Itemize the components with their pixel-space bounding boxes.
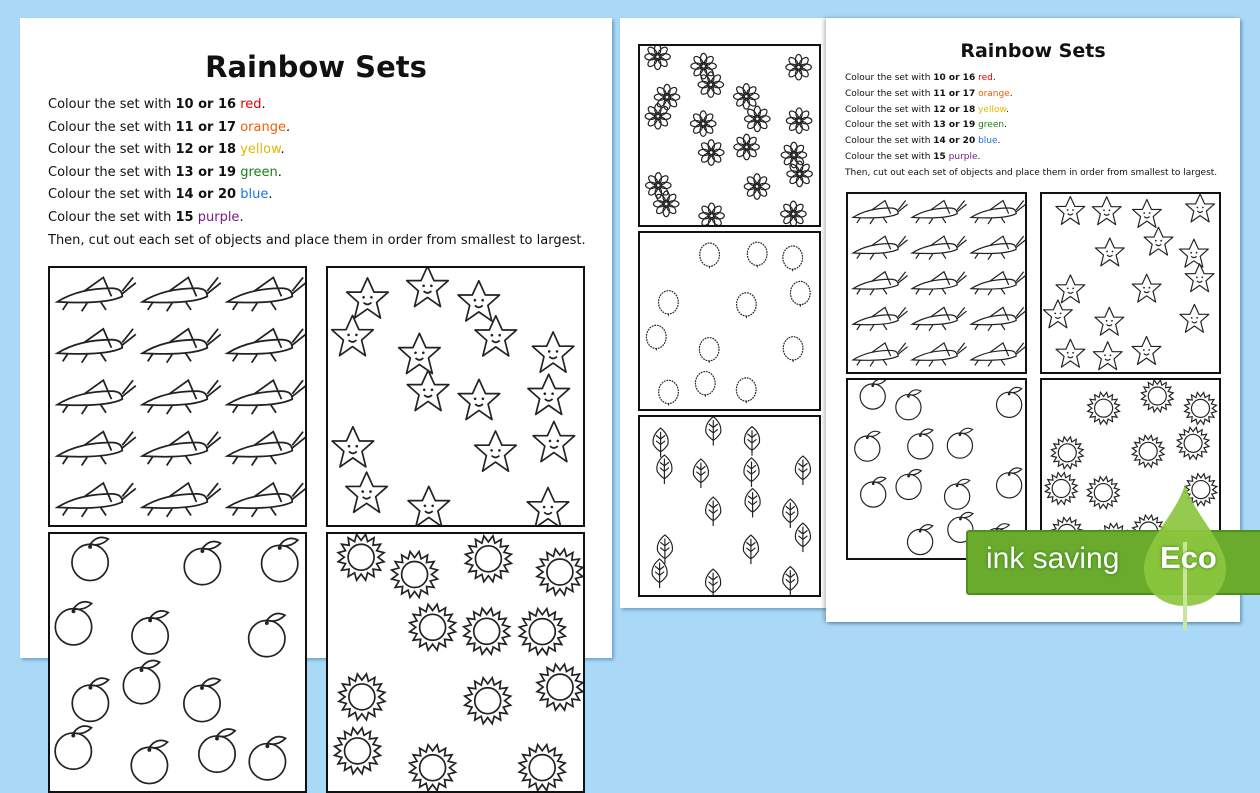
grasshopper-icon (912, 307, 966, 330)
flower-icon (781, 201, 806, 225)
star-icon (533, 421, 575, 461)
instruction-part: Colour the set with (845, 88, 934, 99)
orange-icon (249, 737, 285, 780)
star-icon (1180, 304, 1209, 332)
sun-icon (1088, 392, 1120, 424)
sun-icon (410, 604, 456, 650)
orange-icon (199, 729, 235, 772)
grasshopper-icon (142, 483, 221, 517)
flower-icon (745, 106, 770, 131)
grasshopper-icon (912, 236, 966, 259)
page-title: Rainbow Sets (960, 40, 1106, 62)
star-set (328, 268, 583, 525)
flower-icon (787, 161, 812, 186)
star-set (1042, 194, 1219, 372)
flower-icon (744, 174, 769, 199)
sun-icon (339, 674, 385, 720)
orange-icon (860, 380, 885, 409)
instruction-part: red (978, 73, 993, 83)
star-icon (399, 333, 441, 373)
instruction-line: Colour the set with 13 or 19 green. (48, 164, 282, 180)
balloon-icon (790, 281, 810, 307)
leaf-icon (743, 535, 758, 564)
orange-icon (55, 602, 91, 645)
sun-icon (410, 745, 456, 791)
leaf-icon (795, 523, 810, 552)
instruction-part: purple (197, 209, 240, 225)
orange-icon (184, 678, 220, 721)
star-icon (1132, 274, 1161, 302)
orange-icon (944, 479, 969, 509)
flower-set (640, 46, 819, 225)
grasshopper-icon (57, 432, 136, 466)
grasshopper-icon (912, 201, 966, 224)
grasshopper-icon (853, 307, 907, 330)
balloon-icon (783, 246, 803, 272)
star-icon (1144, 227, 1173, 255)
leaf-icon (744, 427, 759, 456)
instruction-part: Colour the set with (48, 187, 176, 203)
instruction-part: red (240, 97, 262, 112)
badge-text: ink saving (986, 542, 1120, 575)
instruction-part: 12 or 18 (933, 104, 976, 115)
instruction-line: Colour the set with 10 or 16 red. (845, 73, 996, 83)
instruction-line: Colour the set with 12 or 18 yellow. (48, 142, 285, 158)
flower-icon (699, 203, 724, 225)
instruction-part: orange (978, 88, 1010, 99)
instruction-part: 14 or 20 (175, 187, 237, 203)
instruction-line: Colour the set with 11 or 17 orange. (845, 88, 1013, 99)
balloon-icon (646, 325, 666, 351)
instruction-part: green (240, 164, 278, 180)
instruction-part: 10 or 16 (175, 97, 237, 112)
sun-icon (1051, 437, 1083, 469)
orange-icon (947, 428, 972, 458)
instruction-part: yellow (978, 104, 1006, 115)
orange-icon (896, 469, 921, 499)
instruction-part: 13 or 19 (933, 120, 976, 131)
grasshopper-icon (57, 329, 136, 363)
sun-icon (519, 745, 565, 791)
grasshopper-icon (57, 380, 136, 414)
grasshopper-icon (853, 236, 907, 259)
leaf-icon (745, 489, 760, 518)
grasshopper-icon (227, 329, 305, 363)
grasshopper-icon (142, 277, 221, 311)
star-icon (458, 281, 500, 321)
instruction-line: Colour the set with 13 or 19 green. (845, 120, 1007, 131)
instruction-part: Colour the set with (48, 164, 176, 180)
instructions (845, 71, 1217, 182)
grasshopper-icon (142, 432, 221, 466)
leaf-icon (783, 499, 798, 528)
sun-icon (392, 552, 438, 598)
star-icon (332, 427, 374, 467)
instruction-part: blue (240, 187, 269, 203)
balloon-icon (783, 337, 803, 363)
final-instruction: Then, cut out each set of objects and place them in order from smallest to largest. (845, 167, 1218, 178)
sun-icon (465, 536, 511, 582)
orange-icon (131, 740, 167, 783)
balloon-icon (659, 380, 679, 406)
grasshopper-icon (57, 277, 136, 311)
grasshopper-icon (971, 343, 1025, 366)
instruction-line: Colour the set with 14 or 20 blue. (845, 136, 1001, 147)
orange-icon (908, 429, 933, 459)
orange-icon (996, 468, 1021, 498)
instruction-part: Colour the set with (845, 104, 934, 115)
star-icon (1056, 339, 1085, 367)
star-icon (532, 332, 574, 372)
flower-icon (690, 111, 715, 136)
balloon-icon (737, 293, 757, 319)
star-icon (1056, 196, 1085, 224)
sun-set (328, 534, 583, 791)
set-box (638, 231, 821, 411)
leaf-icon (706, 497, 721, 526)
star-icon (458, 379, 500, 419)
balloon-set (640, 233, 819, 409)
sun-icon (1045, 473, 1077, 505)
star-icon (1132, 199, 1161, 227)
star-icon (407, 370, 449, 410)
set-box (326, 532, 585, 793)
grasshopper-icon (227, 483, 305, 517)
instruction-part: orange (240, 119, 286, 135)
star-icon (1043, 300, 1072, 328)
grasshopper-set (50, 268, 305, 525)
grasshopper-icon (227, 277, 305, 311)
orange-icon (184, 542, 220, 585)
orange-set (50, 534, 305, 791)
orange-icon (896, 390, 921, 420)
sun-icon (1177, 427, 1209, 459)
flower-icon (786, 108, 811, 133)
grasshopper-set (848, 194, 1025, 372)
leaf-icon (653, 428, 668, 457)
instruction-part: 13 or 19 (175, 164, 237, 180)
star-icon (1179, 239, 1208, 267)
instruction-line: Colour the set with 11 or 17 orange. (48, 119, 291, 135)
grasshopper-icon (853, 201, 907, 224)
star-icon (1056, 275, 1085, 303)
flower-icon (654, 84, 679, 109)
leaf-icon (693, 459, 708, 488)
orange-icon (72, 537, 108, 580)
sun-icon (1132, 435, 1164, 467)
instruction-part: yellow (240, 142, 281, 158)
orange-icon (132, 611, 168, 654)
final-instruction: Then, cut out each set of objects and place them in order from smallest to largest. (48, 232, 586, 248)
star-icon (332, 315, 374, 355)
flower-icon (645, 104, 670, 129)
instruction-part: green (978, 120, 1005, 131)
star-icon (1132, 336, 1161, 364)
orange-icon (55, 726, 91, 769)
instruction-part: 12 or 18 (175, 142, 237, 158)
worksheet-page-colour (20, 18, 612, 658)
leaf-icon (706, 417, 721, 446)
instruction-part: Colour the set with (845, 73, 934, 83)
star-icon (1092, 197, 1121, 225)
orange-icon (72, 678, 108, 721)
eco-label: Eco (1160, 540, 1217, 575)
star-icon (1095, 238, 1124, 266)
set-box (638, 415, 821, 597)
balloon-icon (699, 338, 719, 364)
orange-icon (861, 477, 886, 507)
star-icon (1093, 342, 1122, 370)
flower-icon (698, 140, 723, 165)
leaf-icon (783, 567, 798, 595)
orange-icon (996, 387, 1021, 417)
leaf-icon (657, 455, 672, 484)
star-icon (346, 472, 388, 512)
instruction-part: 15 (933, 151, 946, 162)
grasshopper-icon (853, 343, 907, 366)
sun-icon (519, 609, 565, 655)
instructions (48, 94, 586, 252)
set-box (846, 192, 1027, 374)
set-box (638, 44, 821, 227)
sun-icon (1141, 380, 1173, 412)
sun-icon (335, 728, 381, 774)
grasshopper-icon (853, 272, 907, 295)
instruction-part: Colour the set with (845, 136, 934, 147)
balloon-icon (747, 242, 767, 268)
set-box (48, 532, 307, 793)
flower-icon (734, 134, 759, 159)
sun-icon (464, 608, 510, 654)
grasshopper-icon (912, 272, 966, 295)
star-icon (347, 278, 389, 318)
star-icon (528, 374, 570, 414)
star-icon (475, 316, 517, 356)
instruction-line: Colour the set with 15 purple. (48, 209, 244, 225)
instruction-line: Colour the set with 14 or 20 blue. (48, 187, 273, 203)
instruction-part: Colour the set with (845, 151, 934, 162)
star-icon (1095, 307, 1124, 335)
orange-icon (262, 538, 298, 581)
grasshopper-icon (142, 329, 221, 363)
star-icon (407, 268, 449, 307)
sun-icon (537, 664, 583, 710)
star-icon (527, 488, 569, 525)
star-icon (1185, 264, 1214, 292)
star-icon (408, 486, 450, 525)
sun-icon (465, 678, 511, 724)
set-box (326, 266, 585, 527)
set-box (1040, 192, 1221, 374)
worksheet-page-back (620, 18, 830, 608)
leaf-icon (706, 569, 721, 595)
instruction-part: purple (948, 151, 978, 162)
grasshopper-icon (971, 272, 1025, 295)
balloon-icon (700, 243, 720, 269)
instruction-part: 10 or 16 (933, 73, 976, 83)
balloon-icon (659, 291, 679, 317)
orange-icon (855, 431, 880, 461)
page-title: Rainbow Sets (205, 50, 427, 84)
instruction-part: Colour the set with (48, 209, 176, 225)
instruction-part: Colour the set with (845, 120, 934, 131)
orange-icon (123, 661, 159, 704)
sun-icon (338, 534, 384, 580)
sun-icon (537, 549, 583, 595)
instruction-part: blue (978, 136, 998, 147)
instruction-line: Colour the set with 15 purple. (845, 151, 981, 162)
star-icon (1186, 194, 1215, 222)
instruction-line: Colour the set with 12 or 18 yellow. (845, 104, 1009, 115)
leaf-set (640, 417, 819, 595)
balloon-icon (695, 372, 715, 398)
instruction-line: Colour the set with 10 or 16 red. (48, 97, 266, 112)
grasshopper-icon (142, 380, 221, 414)
orange-icon (907, 525, 932, 555)
instruction-part: 15 (175, 209, 194, 225)
flower-icon (734, 84, 759, 109)
leaf-icon (795, 456, 810, 485)
sun-icon (1185, 392, 1217, 424)
balloon-icon (736, 378, 756, 404)
flower-icon (786, 54, 811, 79)
instruction-part: 11 or 17 (175, 119, 237, 135)
star-icon (475, 431, 517, 471)
flower-icon (645, 46, 670, 70)
instruction-part: Colour the set with (48, 119, 176, 135)
grasshopper-icon (971, 201, 1025, 224)
instruction-part: 11 or 17 (933, 88, 976, 99)
grasshopper-icon (227, 432, 305, 466)
set-box (48, 266, 307, 527)
grasshopper-icon (912, 343, 966, 366)
instruction-part: 14 or 20 (933, 136, 976, 147)
instruction-part: Colour the set with (48, 142, 176, 158)
leaf-icon (744, 458, 759, 487)
instruction-part: Colour the set with (48, 97, 176, 112)
orange-icon (249, 614, 285, 657)
sun-icon (1087, 477, 1119, 509)
grasshopper-icon (971, 307, 1025, 330)
grasshopper-icon (227, 380, 305, 414)
grasshopper-icon (57, 483, 136, 517)
grasshopper-icon (971, 236, 1025, 259)
